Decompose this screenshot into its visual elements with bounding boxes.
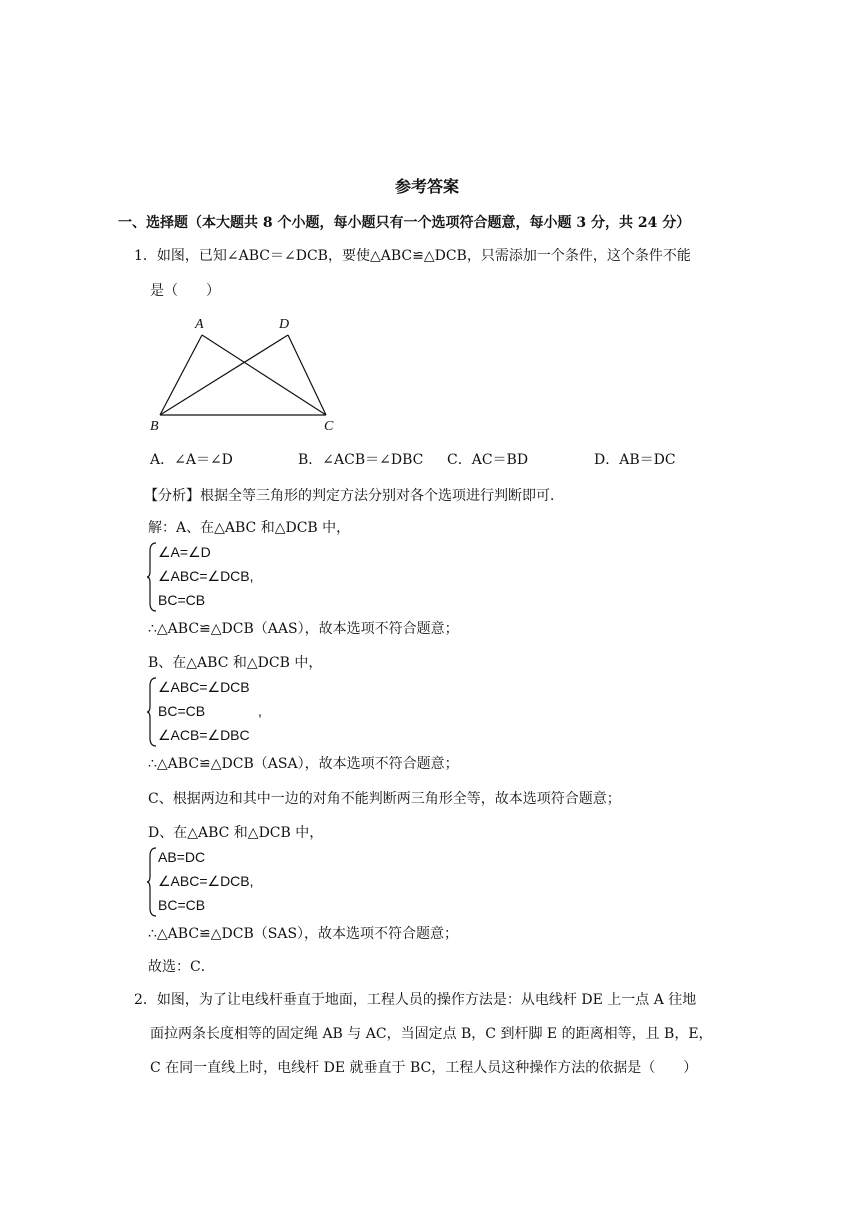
option-a: A．∠A＝∠D [150,452,233,468]
solution-a-system [146,541,346,613]
label-d: D [279,317,290,332]
system-line: BC=CB [158,592,206,608]
system-comma: , [258,703,262,719]
option-b: B．∠ACB＝∠DBC [298,452,424,468]
option-c: C．AC＝BD [447,452,529,468]
system-line: ∠ACB=∠DBC [158,727,250,743]
q2-stem-line2: 面拉两条长度相等的固定绳 AB 与 AC，当固定点 B，C 到杆脚 E 的距离相等，且 B，E， [150,1026,713,1042]
solution-b-intro: B、在△ABC 和△DCB 中， [148,655,323,671]
label-c: C [324,419,334,434]
segment-ab [160,335,202,415]
left-brace-icon [146,676,158,748]
solution-a-conclusion: ∴△ABC≌△DCB（AAS），故本选项不符合题意； [148,621,459,637]
section-heading: 一、选择题（本大题共 8 个小题，每小题只有一个选项符合题意，每小题 3 分，共 24 分） [118,215,691,231]
system-line: ∠ABC=∠DCB [158,679,250,695]
system-line: ∠A=∠D [158,544,211,560]
answer: 故选：C． [148,959,215,975]
solution-d-conclusion: ∴△ABC≌△DCB（SAS），故本选项不符合题意； [148,926,459,942]
system-line: AB=DC [158,849,206,865]
option-d: D．AB＝DC [594,452,676,468]
left-brace-icon [146,541,158,613]
system-line: BC=CB [158,703,206,719]
system-line: ∠ABC=∠DCB, [158,568,254,584]
page-title: 参考答案 [395,177,460,196]
label-a: A [195,317,204,332]
system-line: BC=CB [158,897,206,913]
system-line: ∠ABC=∠DCB, [158,873,254,889]
left-brace-icon [146,846,158,918]
triangle-figure [148,314,348,434]
q1-stem-line1: 1．如图，已知∠ABC＝∠DCB，要使△ABC≌△DCB，只需添加一个条件，这个条件不能 [134,248,691,264]
label-b: B [150,419,159,434]
solution-c: C、根据两边和其中一边的对角不能判断两三角形全等，故本选项符合题意； [148,791,621,807]
solution-a-intro: 解：A、在△ABC 和△DCB 中， [148,520,351,536]
q1-stem-line2: 是（ ） [150,283,220,299]
segment-bd [160,335,288,415]
q2-stem-line1: 2．如图，为了让电线杆垂直于地面，工程人员的操作方法是：从电线杆 DE 上一点 A 往地 [134,992,697,1008]
q2-stem-line3: C 在同一直线上时，电线杆 DE 就垂直于 BC，工程人员这种操作方法的依据是（ ） [150,1060,698,1076]
analysis: 【分析】根据全等三角形的判定方法分别对各个选项进行判断即可． [144,488,564,504]
solution-d-intro: D、在△ABC 和△DCB 中， [148,825,324,841]
solution-d-system [146,846,346,918]
solution-b-system [146,676,346,748]
solution-b-conclusion: ∴△ABC≌△DCB（ASA），故本选项不符合题意； [148,756,459,772]
